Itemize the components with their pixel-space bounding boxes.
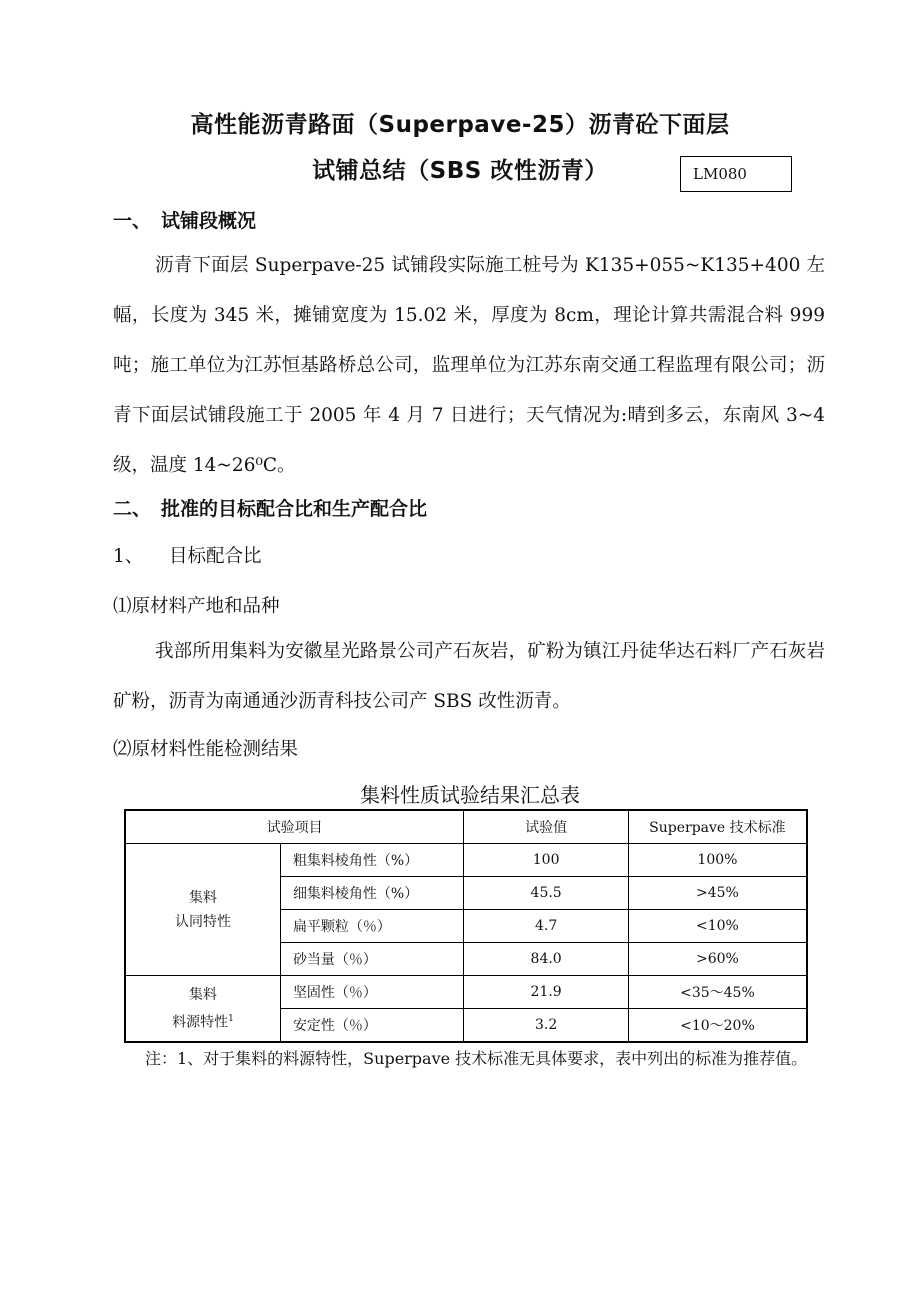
row-name: 坚固性（％） bbox=[280, 976, 463, 1009]
row-name: 细集料棱角性（%） bbox=[280, 877, 463, 910]
row-standard: <10～20% bbox=[628, 1009, 807, 1043]
row-value: 45.5 bbox=[464, 877, 628, 910]
group1-label bbox=[125, 844, 280, 976]
row-name: 粗集料棱角性（%） bbox=[280, 844, 463, 877]
row-value: 21.9 bbox=[464, 976, 628, 1009]
group2-label bbox=[125, 976, 280, 1043]
group1-label-line1: 集料 bbox=[188, 889, 217, 906]
table-row bbox=[125, 844, 807, 877]
row-name: 砂当量（％） bbox=[280, 943, 463, 976]
row-value: 84.0 bbox=[464, 943, 628, 976]
table-row bbox=[125, 976, 807, 1009]
row-value: 100 bbox=[464, 844, 628, 877]
section2-heading bbox=[113, 494, 427, 521]
row-value: 4.7 bbox=[464, 910, 628, 943]
section1-paragraph: 沥青下面层 Superpave-25 试铺段实际施工桩号为 K135+055~K135+400 左幅，长度为 345 米，摊铺宽度为 15.02 米，厚度为 8cm，理论计算共需混合料 999 吨；施工单位为江苏恒基路桥总公司，监理单位为江苏东南交通工程监理有限公司；沥青下面层试铺段施工于 2005 年 4 月 7 日进行；天气情况为:晴到多云，东南风 3~4 级，温度 14~26⁰C。 bbox=[113, 255, 825, 476]
group2-label-line2-wrap bbox=[132, 1007, 274, 1035]
row-standard: >60% bbox=[628, 943, 807, 976]
section2-title: 批准的目标配合比和生产配合比 bbox=[161, 498, 428, 520]
table-footnote: 注：1、对于集料的料源特性，Superpave 技术标准无具体要求，表中列出的标准为推荐值。 bbox=[145, 1049, 808, 1068]
group2-label-line2: 料源特性 bbox=[172, 1014, 229, 1031]
table-header-row bbox=[125, 810, 807, 844]
subsection1-number: 1、 bbox=[113, 546, 144, 567]
header-value: 试验值 bbox=[464, 810, 628, 844]
item1-heading: ⑴原材料产地和品种 bbox=[113, 596, 280, 617]
group1-label-line2: 认同特性 bbox=[174, 913, 231, 930]
subsection1-heading bbox=[113, 542, 262, 568]
aggregate-results-table bbox=[124, 809, 808, 1043]
document-code-box: LM080 bbox=[680, 156, 792, 192]
row-standard: <35～45% bbox=[628, 976, 807, 1009]
row-standard: 100% bbox=[628, 844, 807, 877]
section1-number: 一、 bbox=[113, 210, 152, 232]
section1-heading bbox=[113, 206, 256, 233]
item2-heading: ⑵原材料性能检测结果 bbox=[113, 739, 299, 760]
header-item: 试验项目 bbox=[125, 810, 464, 844]
footnote-marker: 1 bbox=[228, 1013, 234, 1024]
group2-label-line1: 集料 bbox=[188, 986, 217, 1003]
row-standard: >45% bbox=[628, 877, 807, 910]
row-value: 3.2 bbox=[464, 1009, 628, 1043]
section1-title: 试铺段概况 bbox=[161, 210, 257, 232]
subsection1-title: 目标配合比 bbox=[169, 546, 262, 567]
header-standard: Superpave 技术标准 bbox=[628, 810, 807, 844]
row-name: 安定性（％） bbox=[280, 1009, 463, 1043]
document-title-line2-text: 试铺总结（SBS 改性沥青） bbox=[312, 158, 608, 184]
document-title-line1: 高性能沥青路面（Superpave-25）沥青砼下面层 bbox=[190, 112, 730, 138]
item1-paragraph: 我部所用集料为安徽星光路景公司产石灰岩，矿粉为镇江丹徒华达石料厂产石灰岩矿粉，沥青为南通通沙沥青科技公司产 SBS 改性沥青。 bbox=[113, 641, 825, 712]
table-caption: 集料性质试验结果汇总表 bbox=[360, 783, 580, 807]
row-name: 扁平颗粒（％） bbox=[280, 910, 463, 943]
row-standard: <10% bbox=[628, 910, 807, 943]
section2-number: 二、 bbox=[113, 498, 152, 520]
